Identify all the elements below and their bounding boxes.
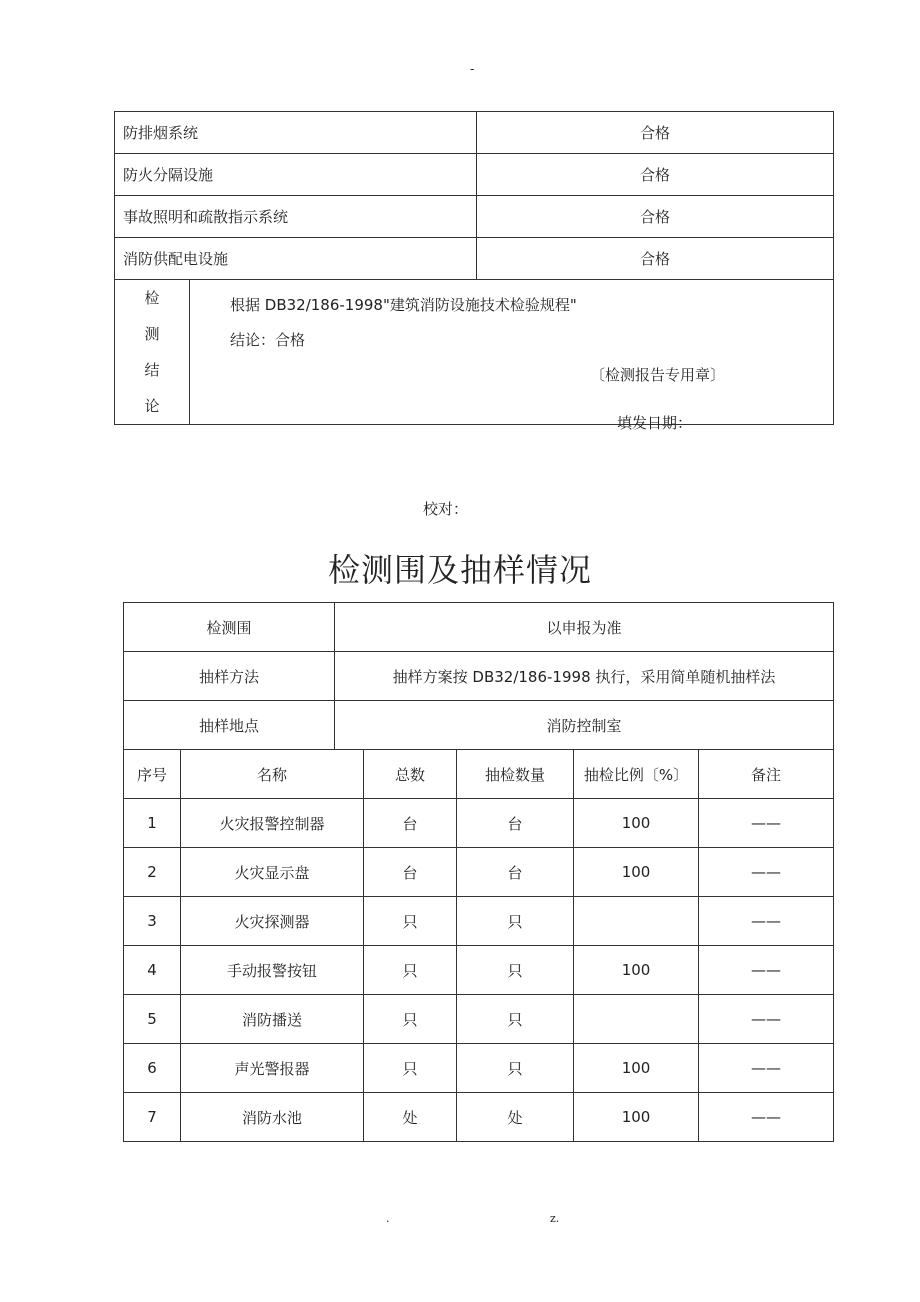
equipment-name: 声光警报器 bbox=[181, 1044, 364, 1093]
inspection-item: 消防供配电设施 bbox=[115, 238, 477, 280]
column-header: 序号 bbox=[124, 750, 181, 799]
inspection-result: 合格 bbox=[477, 196, 834, 238]
sampled-count: 只 bbox=[457, 995, 574, 1044]
inspection-item: 防火分隔设施 bbox=[115, 154, 477, 196]
inspection-results-table bbox=[114, 111, 834, 432]
equipment-name: 火灾显示盘 bbox=[181, 848, 364, 897]
remark: —— bbox=[699, 1093, 834, 1142]
sampled-count: 处 bbox=[457, 1093, 574, 1142]
sample-ratio: 100 bbox=[574, 1044, 699, 1093]
table-row bbox=[124, 799, 834, 848]
conclusion-verdict: 结论：合格 bbox=[230, 331, 306, 349]
conclusion-label-char: 测 bbox=[144, 325, 160, 343]
row-number: 4 bbox=[124, 946, 181, 995]
table-row bbox=[124, 1093, 834, 1142]
column-header: 抽检比例〔%〕 bbox=[574, 750, 699, 799]
sampled-count: 台 bbox=[457, 799, 574, 848]
sample-ratio: 100 bbox=[574, 848, 699, 897]
conclusion-content bbox=[190, 280, 834, 432]
row-number: 7 bbox=[124, 1093, 181, 1142]
total-count: 只 bbox=[364, 897, 457, 946]
sampled-count: 只 bbox=[457, 897, 574, 946]
equipment-name: 手动报警按钮 bbox=[181, 946, 364, 995]
table-row bbox=[124, 995, 834, 1044]
table-row bbox=[115, 154, 834, 196]
conclusion-label-char: 结 bbox=[144, 361, 160, 379]
table-row bbox=[124, 897, 834, 946]
inspection-result: 合格 bbox=[477, 238, 834, 280]
table-header-row bbox=[124, 750, 834, 799]
equipment-name: 火灾报警控制器 bbox=[181, 799, 364, 848]
footer-right-mark: z. bbox=[550, 1212, 560, 1225]
table-row bbox=[124, 603, 834, 652]
sample-ratio: 100 bbox=[574, 946, 699, 995]
table-row bbox=[124, 946, 834, 995]
equipment-name: 消防播送 bbox=[181, 995, 364, 1044]
remark: —— bbox=[699, 848, 834, 897]
sampling-table bbox=[123, 602, 834, 1142]
inspection-result: 合格 bbox=[477, 154, 834, 196]
conclusion-label-char: 检 bbox=[144, 289, 160, 307]
total-count: 处 bbox=[364, 1093, 457, 1142]
conclusion-label bbox=[115, 280, 190, 425]
column-header: 备注 bbox=[699, 750, 834, 799]
row-number: 5 bbox=[124, 995, 181, 1044]
remark: —— bbox=[699, 946, 834, 995]
inspection-item: 事故照明和疏散指示系统 bbox=[115, 196, 477, 238]
sample-ratio bbox=[574, 995, 699, 1044]
scope-value: 以申报为准 bbox=[335, 603, 834, 652]
table-row bbox=[115, 112, 834, 154]
column-header: 总数 bbox=[364, 750, 457, 799]
method-label: 抽样方法 bbox=[124, 652, 335, 701]
table-row bbox=[124, 848, 834, 897]
column-header: 名称 bbox=[181, 750, 364, 799]
page-header-mark: - bbox=[470, 62, 475, 76]
sample-ratio: 100 bbox=[574, 799, 699, 848]
total-count: 只 bbox=[364, 946, 457, 995]
row-number: 1 bbox=[124, 799, 181, 848]
table-row bbox=[124, 652, 834, 701]
location-value: 消防控制室 bbox=[335, 701, 834, 750]
sample-ratio: 100 bbox=[574, 1093, 699, 1142]
row-number: 3 bbox=[124, 897, 181, 946]
inspection-result: 合格 bbox=[477, 112, 834, 154]
table-row bbox=[115, 196, 834, 238]
sampled-count: 只 bbox=[457, 946, 574, 995]
conclusion-label-char: 论 bbox=[144, 397, 160, 415]
sampled-count: 只 bbox=[457, 1044, 574, 1093]
checker-label: 校对： bbox=[423, 500, 469, 518]
conclusion-row bbox=[115, 280, 834, 425]
equipment-name: 消防水池 bbox=[181, 1093, 364, 1142]
row-number: 6 bbox=[124, 1044, 181, 1093]
remark: —— bbox=[699, 799, 834, 848]
sample-ratio bbox=[574, 897, 699, 946]
report-seal-text: 〔检测报告专用章〕 bbox=[590, 366, 726, 384]
inspection-item: 防排烟系统 bbox=[115, 112, 477, 154]
section-title: 检测围及抽样情况 bbox=[327, 551, 592, 589]
issue-date-label: 填发日期： bbox=[617, 414, 693, 432]
row-number: 2 bbox=[124, 848, 181, 897]
remark: —— bbox=[699, 995, 834, 1044]
method-value: 抽样方案按 DB32/186-1998 执行，采用简单随机抽样法 bbox=[335, 652, 834, 701]
sampled-count: 台 bbox=[457, 848, 574, 897]
scope-label: 检测围 bbox=[124, 603, 335, 652]
conclusion-basis: 根据 DB32/186-1998"建筑消防设施技术检验规程" bbox=[230, 296, 577, 314]
total-count: 只 bbox=[364, 995, 457, 1044]
equipment-name: 火灾探测器 bbox=[181, 897, 364, 946]
table-row bbox=[115, 238, 834, 280]
table-row bbox=[124, 701, 834, 750]
remark: —— bbox=[699, 897, 834, 946]
column-header: 抽检数量 bbox=[457, 750, 574, 799]
total-count: 台 bbox=[364, 848, 457, 897]
remark: —— bbox=[699, 1044, 834, 1093]
footer-left-mark: . bbox=[386, 1212, 390, 1225]
total-count: 只 bbox=[364, 1044, 457, 1093]
location-label: 抽样地点 bbox=[124, 701, 335, 750]
total-count: 台 bbox=[364, 799, 457, 848]
table-row bbox=[124, 1044, 834, 1093]
